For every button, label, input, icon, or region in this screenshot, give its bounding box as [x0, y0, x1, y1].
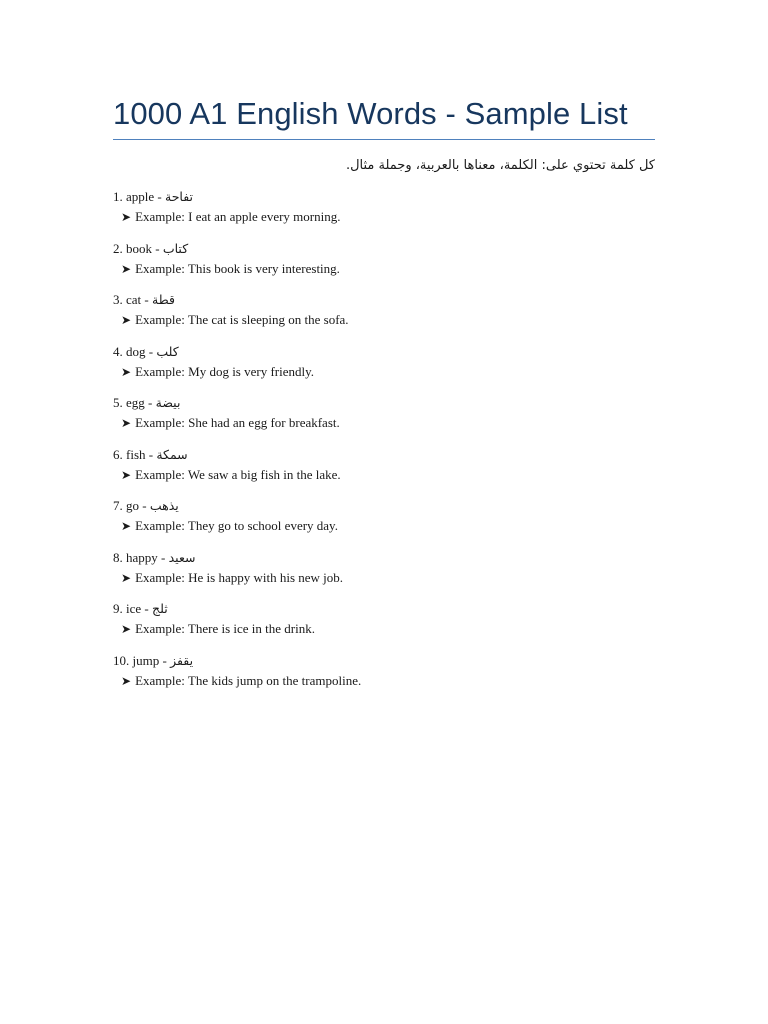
word-line: 5. egg - بيضة: [113, 395, 181, 410]
word-entry: [113, 290, 655, 342]
example-prefix: Example:: [135, 260, 185, 276]
document-page: [113, 92, 655, 702]
arrow-icon: ➤: [121, 416, 132, 430]
example-prefix: Example:: [135, 209, 185, 224]
word-line: 6. fish - سمكة: [113, 446, 188, 462]
example-prefix: Example:: [135, 672, 185, 688]
entry-word: egg: [126, 395, 145, 410]
entry-word: cat: [126, 292, 142, 307]
example-prefix: Example:: [135, 415, 185, 430]
example-prefix: Example:: [135, 312, 185, 327]
word-line: 9. ice - ثلج: [113, 601, 168, 616]
example-sentence: The kids jump on the trampoline.: [187, 672, 362, 688]
example-line: [113, 207, 655, 226]
entry-word: happy: [126, 549, 158, 565]
arrow-icon: ➤: [121, 261, 132, 276]
example-line: [113, 310, 655, 329]
word-list: [113, 187, 655, 702]
entry-arabic: سعيد: [168, 549, 196, 565]
word-entry: [113, 239, 655, 291]
word-entry: [113, 651, 655, 703]
example-sentence: This book is very interesting.: [187, 260, 340, 276]
arrow-icon: ➤: [121, 570, 132, 585]
word-entry: [113, 342, 655, 394]
entry-number: 3.: [113, 292, 123, 307]
arrow-icon: ➤: [121, 622, 132, 636]
entry-arabic: كتاب: [162, 240, 189, 256]
word-entry: [113, 496, 655, 548]
document-title: 1000 A1 English Words - Sample List: [113, 96, 628, 131]
arrow-icon: ➤: [121, 519, 132, 533]
entry-number: 6.: [113, 446, 123, 462]
word-entry: [113, 393, 655, 445]
entry-word: go: [126, 498, 139, 513]
arrow-icon: ➤: [121, 467, 132, 482]
example-sentence: We saw a big fish in the lake.: [187, 466, 341, 482]
arrow-icon: ➤: [121, 673, 132, 688]
example-sentence: There is ice in the drink.: [187, 621, 315, 636]
entry-number: 5.: [113, 395, 123, 410]
example-sentence: She had an egg for breakfast.: [188, 415, 340, 430]
entry-word: dog: [126, 343, 146, 359]
example-prefix: Example:: [135, 363, 185, 379]
entry-number: 7.: [113, 498, 123, 513]
entry-word: apple: [126, 189, 155, 204]
entry-word: fish: [126, 446, 146, 462]
example-sentence: He is happy with his new job.: [188, 569, 344, 585]
word-line: 8. happy - سعيد: [113, 549, 196, 565]
example-prefix: Example:: [135, 569, 185, 585]
example-line: [113, 465, 655, 484]
word-entry: [113, 599, 655, 651]
example-line: [113, 362, 655, 381]
word-line: 3. cat - قطة: [113, 292, 175, 307]
example-sentence: My dog is very friendly.: [188, 363, 315, 379]
word-line: 10. jump - يقفز: [113, 652, 194, 668]
entry-arabic: سمكة: [156, 446, 188, 462]
example-line: [113, 413, 655, 432]
example-prefix: Example:: [135, 621, 185, 636]
word-line: 1. apple - تفاحة: [113, 189, 194, 204]
entry-number: 1.: [113, 189, 123, 204]
example-line: [113, 671, 655, 690]
entry-word: ice: [126, 601, 142, 616]
intro-text: كل كلمة تحتوي على: الكلمة، معناها بالعربية، وجملة مثال.: [345, 158, 655, 173]
word-entry: [113, 445, 655, 497]
word-line: 7. go - يذهب: [113, 498, 179, 513]
example-line: [113, 619, 655, 638]
entry-number: 2.: [113, 240, 123, 256]
entry-arabic: بيضة: [155, 395, 181, 410]
entry-number: 10.: [113, 652, 130, 668]
example-sentence: They go to school every day.: [187, 518, 338, 533]
entry-arabic: يذهب: [149, 498, 179, 513]
entry-arabic: كلب: [156, 343, 179, 359]
arrow-icon: ➤: [121, 364, 132, 379]
example-prefix: Example:: [135, 466, 185, 482]
entry-number: 9.: [113, 601, 123, 616]
word-entry: [113, 548, 655, 600]
entry-word: jump: [132, 652, 160, 668]
example-line: [113, 259, 655, 278]
arrow-icon: ➤: [121, 210, 132, 224]
example-prefix: Example:: [135, 518, 185, 533]
entry-number: 4.: [113, 343, 123, 359]
arrow-icon: ➤: [121, 313, 132, 327]
word-line: 4. dog - كلب: [113, 343, 179, 359]
entry-word: book: [126, 240, 152, 256]
example-line: [113, 568, 655, 587]
entry-arabic: قطة: [152, 292, 175, 307]
example-line: [113, 516, 655, 535]
entry-arabic: تفاحة: [165, 189, 194, 204]
entry-number: 8.: [113, 549, 123, 565]
title-divider: [113, 139, 655, 140]
word-entry: [113, 187, 655, 239]
entry-arabic: يقفز: [170, 652, 194, 668]
example-sentence: The cat is sleeping on the sofa.: [187, 312, 349, 327]
word-line: 2. book - كتاب: [113, 240, 189, 256]
example-sentence: I eat an apple every morning.: [188, 209, 341, 224]
entry-arabic: ثلج: [152, 601, 168, 616]
